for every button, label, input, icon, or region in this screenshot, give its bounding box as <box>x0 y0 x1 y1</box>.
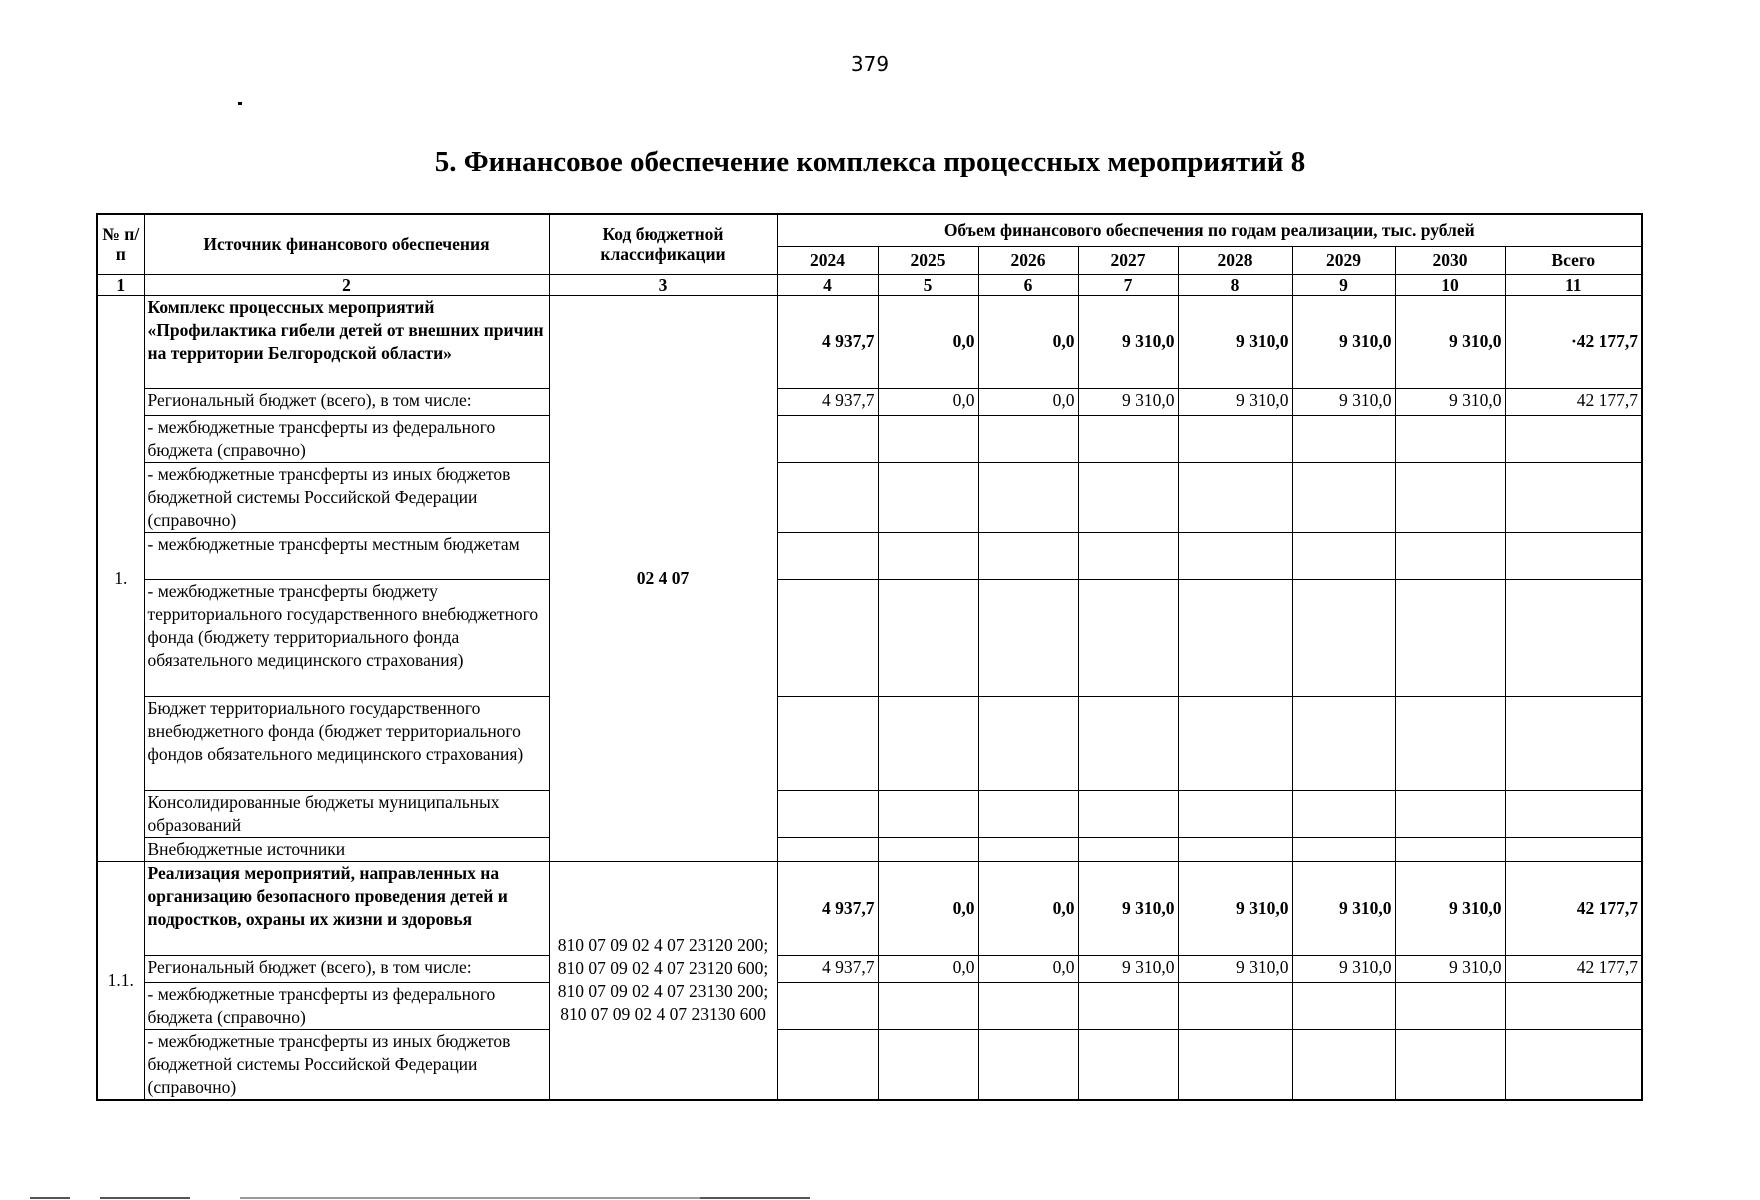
value-cell <box>777 579 878 696</box>
value-cell <box>878 415 978 462</box>
value-cell: 9 310,0 <box>1292 388 1395 415</box>
value-cell <box>1078 532 1178 579</box>
row-label: - межбюджетные трансферты из федерального бюджета (справочно) <box>144 982 549 1029</box>
value-cell <box>1292 790 1395 837</box>
value-cell <box>978 982 1078 1029</box>
page-number: 379 <box>850 52 890 76</box>
value-cell <box>1292 415 1395 462</box>
table-row <box>97 790 1642 837</box>
value-cell <box>1292 696 1395 790</box>
value-cell: 9 310,0 <box>1078 955 1178 982</box>
value-cell <box>777 462 878 532</box>
table-row <box>97 982 1642 1029</box>
page-title: 5. Финансовое обеспечение комплекса процессных мероприятий 8 <box>434 146 1306 178</box>
header-year: 2025 <box>878 246 978 274</box>
value-cell <box>878 462 978 532</box>
total-cell: ·42 177,7 <box>1505 295 1642 388</box>
row-label: Региональный бюджет (всего), в том числе: <box>144 388 549 415</box>
value-cell <box>1078 579 1178 696</box>
header-year: 2028 <box>1178 246 1292 274</box>
value-cell <box>978 790 1078 837</box>
value-cell: 9 310,0 <box>1395 861 1505 955</box>
table-row <box>97 415 1642 462</box>
value-cell <box>878 837 978 861</box>
value-cell <box>978 837 1078 861</box>
scan-artifact <box>30 1197 70 1199</box>
value-cell <box>1178 532 1292 579</box>
header-year: 2027 <box>1078 246 1178 274</box>
row-label: - межбюджетные трансферты из иных бюджетов бюджетной системы Российской Федерации (справочно) <box>144 1029 549 1100</box>
header-code: Код бюджетной классификации <box>549 214 777 274</box>
header-year: 2029 <box>1292 246 1395 274</box>
row-label: Комплекс процессных мероприятий «Профилактика гибели детей от внешних причин на территории Белгородской области» <box>144 295 549 388</box>
value-cell: 9 310,0 <box>1178 955 1292 982</box>
column-index: 2 <box>144 274 549 295</box>
value-cell <box>978 532 1078 579</box>
column-index: 8 <box>1178 274 1292 295</box>
value-cell <box>777 415 878 462</box>
row-label: Внебюджетные источники <box>144 837 549 861</box>
value-cell <box>1395 790 1505 837</box>
table-row <box>97 696 1642 790</box>
total-cell <box>1505 837 1642 861</box>
table-row <box>97 1029 1642 1100</box>
scan-artifact <box>700 1197 810 1199</box>
value-cell <box>1395 579 1505 696</box>
value-cell <box>1395 696 1505 790</box>
total-cell: 42 177,7 <box>1505 861 1642 955</box>
value-cell: 9 310,0 <box>1395 955 1505 982</box>
value-cell <box>878 579 978 696</box>
row-number: 1. <box>97 295 144 861</box>
row-label: - межбюджетные трансферты из иных бюджетов бюджетной системы Российской Федерации (справочно) <box>144 462 549 532</box>
value-cell <box>978 1029 1078 1100</box>
value-cell <box>878 790 978 837</box>
total-cell <box>1505 982 1642 1029</box>
value-cell <box>1395 1029 1505 1100</box>
value-cell <box>1292 532 1395 579</box>
column-index: 4 <box>777 274 878 295</box>
value-cell <box>1178 462 1292 532</box>
value-cell <box>878 532 978 579</box>
column-index: 6 <box>978 274 1078 295</box>
value-cell <box>1078 837 1178 861</box>
column-index: 7 <box>1078 274 1178 295</box>
value-cell: 9 310,0 <box>1292 295 1395 388</box>
value-cell: 0,0 <box>878 861 978 955</box>
value-cell <box>1292 982 1395 1029</box>
total-cell <box>1505 696 1642 790</box>
value-cell: 0,0 <box>878 388 978 415</box>
value-cell <box>1178 982 1292 1029</box>
value-cell: 9 310,0 <box>1178 861 1292 955</box>
budget-code: 02 4 07 <box>549 295 777 861</box>
value-cell <box>777 696 878 790</box>
value-cell: 9 310,0 <box>1178 295 1292 388</box>
total-cell <box>1505 462 1642 532</box>
column-index: 1 <box>97 274 144 295</box>
value-cell <box>1178 696 1292 790</box>
value-cell <box>777 837 878 861</box>
value-cell: 0,0 <box>978 388 1078 415</box>
table-row <box>97 388 1642 415</box>
value-cell: 0,0 <box>978 861 1078 955</box>
column-index: 11 <box>1505 274 1642 295</box>
total-cell <box>1505 532 1642 579</box>
value-cell <box>978 462 1078 532</box>
header-year: 2024 <box>777 246 878 274</box>
value-cell: 9 310,0 <box>1178 388 1292 415</box>
value-cell: 9 310,0 <box>1292 861 1395 955</box>
value-cell <box>1078 982 1178 1029</box>
header-year: 2026 <box>978 246 1078 274</box>
row-label: Реализация мероприятий, направленных на организацию безопасного проведения детей и подростков, охраны их жизни и здоровья <box>144 861 549 955</box>
value-cell: 0,0 <box>978 955 1078 982</box>
value-cell <box>1292 462 1395 532</box>
value-cell <box>1292 579 1395 696</box>
value-cell <box>1078 1029 1178 1100</box>
value-cell: 9 310,0 <box>1395 295 1505 388</box>
value-cell: 4 937,7 <box>777 861 878 955</box>
header-source: Источник финансового обеспечения <box>144 214 549 274</box>
value-cell: 9 310,0 <box>1078 388 1178 415</box>
table-row <box>97 837 1642 861</box>
row-label: Региональный бюджет (всего), в том числе: <box>144 955 549 982</box>
value-cell <box>777 532 878 579</box>
value-cell <box>1078 790 1178 837</box>
value-cell <box>878 982 978 1029</box>
value-cell <box>1292 1029 1395 1100</box>
value-cell: 9 310,0 <box>1078 295 1178 388</box>
row-label: - межбюджетные трансферты из федерального бюджета (справочно) <box>144 415 549 462</box>
value-cell <box>978 415 1078 462</box>
value-cell <box>878 696 978 790</box>
value-cell <box>777 982 878 1029</box>
value-cell <box>1395 837 1505 861</box>
value-cell: 0,0 <box>878 295 978 388</box>
column-index: 3 <box>549 274 777 295</box>
value-cell: 4 937,7 <box>777 955 878 982</box>
scan-artifact <box>100 1197 190 1199</box>
row-label: Бюджет территориального государственного внебюджетного фонда (бюджет территориального фондов обязательного медицинского страхования) <box>144 696 549 790</box>
value-cell <box>878 1029 978 1100</box>
header-volume: Объем финансового обеспечения по годам реализации, тыс. рублей <box>777 214 1642 246</box>
row-label: - межбюджетные трансферты местным бюджетам <box>144 532 549 579</box>
total-cell <box>1505 1029 1642 1100</box>
table-row <box>97 532 1642 579</box>
value-cell: 9 310,0 <box>1292 955 1395 982</box>
value-cell <box>1395 982 1505 1029</box>
value-cell: 0,0 <box>978 295 1078 388</box>
value-cell <box>1178 579 1292 696</box>
value-cell <box>978 696 1078 790</box>
total-cell: 42 177,7 <box>1505 955 1642 982</box>
header-num: № п/п <box>97 214 144 274</box>
value-cell: 4 937,7 <box>777 388 878 415</box>
value-cell <box>1395 462 1505 532</box>
value-cell: 0,0 <box>878 955 978 982</box>
value-cell <box>978 579 1078 696</box>
value-cell: 4 937,7 <box>777 295 878 388</box>
total-cell: 42 177,7 <box>1505 388 1642 415</box>
value-cell <box>777 1029 878 1100</box>
table-row <box>97 579 1642 696</box>
value-cell <box>1178 1029 1292 1100</box>
value-cell <box>777 790 878 837</box>
value-cell <box>1395 415 1505 462</box>
header-year: 2030 <box>1395 246 1505 274</box>
row-label: - межбюджетные трансферты бюджету территориального государственного внебюджетного фонда (бюджету территориального фонда обязательного медицинского страхования) <box>144 579 549 696</box>
scan-speck <box>238 102 242 105</box>
total-cell <box>1505 579 1642 696</box>
value-cell <box>1078 462 1178 532</box>
row-label: Консолидированные бюджеты муниципальных образований <box>144 790 549 837</box>
value-cell: 9 310,0 <box>1078 861 1178 955</box>
value-cell <box>1078 415 1178 462</box>
column-index: 9 <box>1292 274 1395 295</box>
value-cell <box>1178 790 1292 837</box>
row-number: 1.1. <box>97 861 144 1100</box>
value-cell <box>1078 696 1178 790</box>
table-row <box>97 861 1642 955</box>
value-cell <box>1292 837 1395 861</box>
financing-table <box>96 213 1643 1101</box>
column-index: 10 <box>1395 274 1505 295</box>
value-cell: 9 310,0 <box>1395 388 1505 415</box>
total-cell <box>1505 790 1642 837</box>
scan-artifact <box>240 1197 760 1199</box>
budget-code: 810 07 09 02 4 07 23120 200; 810 07 09 02 4 07 23120 600; 810 07 09 02 4 07 23130 200; 810 07 09 02 4 07 23130 600 <box>549 861 777 1100</box>
header-total: Всего <box>1505 246 1642 274</box>
value-cell <box>1395 532 1505 579</box>
table-row <box>97 295 1642 388</box>
table-row <box>97 955 1642 982</box>
value-cell <box>1178 415 1292 462</box>
column-index: 5 <box>878 274 978 295</box>
total-cell <box>1505 415 1642 462</box>
column-index-row <box>97 274 1642 295</box>
table-row <box>97 462 1642 532</box>
value-cell <box>1178 837 1292 861</box>
